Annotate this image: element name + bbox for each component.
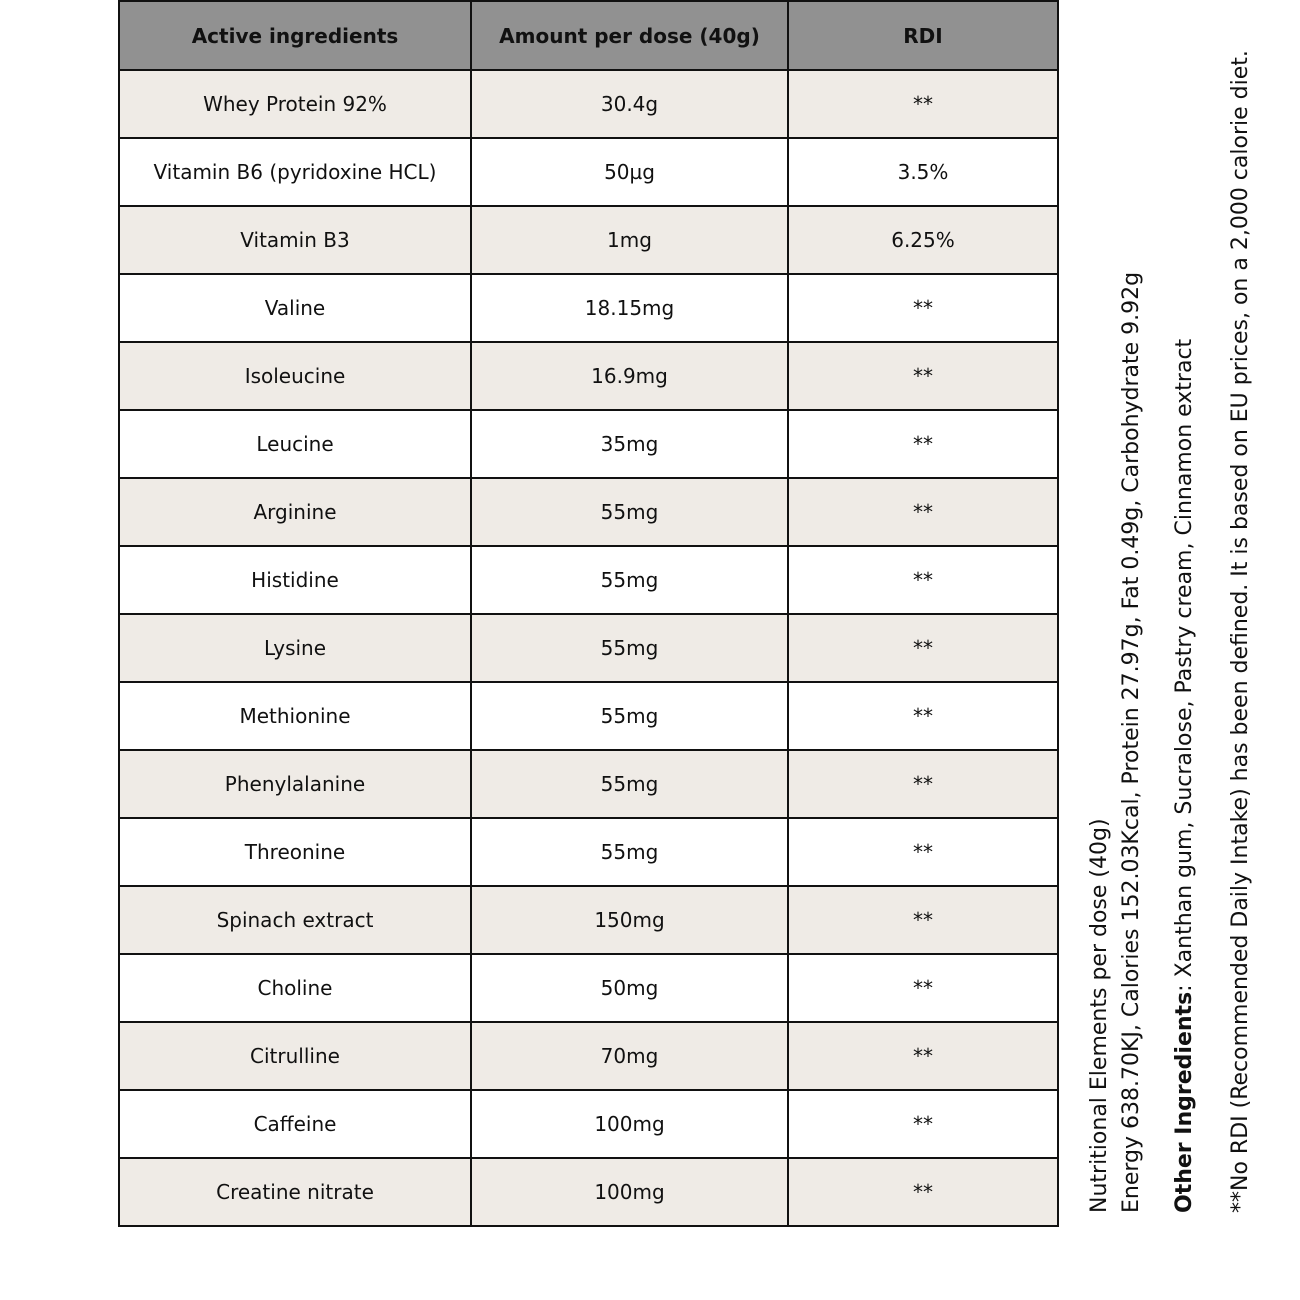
ingredient-name: Choline bbox=[119, 954, 471, 1022]
amount-per-dose: 35mg bbox=[471, 410, 788, 478]
amount-per-dose: 55mg bbox=[471, 818, 788, 886]
rdi-value: ** bbox=[788, 750, 1058, 818]
table-row bbox=[119, 138, 1058, 206]
rdi-value: ** bbox=[788, 682, 1058, 750]
ingredient-name: Creatine nitrate bbox=[119, 1158, 471, 1226]
rdi-value: ** bbox=[788, 954, 1058, 1022]
table-body bbox=[119, 70, 1058, 1226]
table-row bbox=[119, 818, 1058, 886]
amount-per-dose: 50mg bbox=[471, 954, 788, 1022]
other-ingredients bbox=[1172, 339, 1198, 1213]
amount-per-dose: 55mg bbox=[471, 546, 788, 614]
ingredient-name: Isoleucine bbox=[119, 342, 471, 410]
table-row bbox=[119, 342, 1058, 410]
amount-per-dose: 100mg bbox=[471, 1090, 788, 1158]
header-row bbox=[119, 1, 1058, 70]
ingredient-name: Vitamin B3 bbox=[119, 206, 471, 274]
ingredient-name: Lysine bbox=[119, 614, 471, 682]
table-row bbox=[119, 206, 1058, 274]
rdi-value: ** bbox=[788, 886, 1058, 954]
ingredient-name: Histidine bbox=[119, 546, 471, 614]
rdi-value: 6.25% bbox=[788, 206, 1058, 274]
amount-per-dose: 50µg bbox=[471, 138, 788, 206]
rdi-footnote: **No RDI (Recommended Daily Intake) has been defined. It is based on EU prices, on a 2,000 calorie diet. bbox=[1228, 50, 1253, 1213]
amount-per-dose: 18.15mg bbox=[471, 274, 788, 342]
table-row bbox=[119, 750, 1058, 818]
ingredient-name: Threonine bbox=[119, 818, 471, 886]
ingredient-name: Citrulline bbox=[119, 1022, 471, 1090]
nutritional-heading: Nutritional Elements per dose (40g) bbox=[1087, 818, 1112, 1213]
amount-per-dose: 100mg bbox=[471, 1158, 788, 1226]
nutritional-values: Energy 638.70KJ, Calories 152.03Kcal, Protein 27.97g, Fat 0.49g, Carbohydrate 9.92g bbox=[1119, 271, 1144, 1213]
other-ingredients-label: Other Ingredients bbox=[1172, 991, 1197, 1213]
amount-per-dose: 55mg bbox=[471, 682, 788, 750]
amount-per-dose: 55mg bbox=[471, 478, 788, 546]
header-amount-per-dose: Amount per dose (40g) bbox=[471, 1, 788, 70]
amount-per-dose: 70mg bbox=[471, 1022, 788, 1090]
other-ingredients-list: : Xanthan gum, Sucralose, Pastry cream, Cinnamon extract bbox=[1172, 338, 1197, 992]
ingredient-name: Leucine bbox=[119, 410, 471, 478]
table-row bbox=[119, 886, 1058, 954]
amount-per-dose: 30.4g bbox=[471, 70, 788, 138]
ingredient-name: Phenylalanine bbox=[119, 750, 471, 818]
table-header bbox=[119, 1, 1058, 70]
table-row bbox=[119, 410, 1058, 478]
ingredient-name: Valine bbox=[119, 274, 471, 342]
ingredient-name: Caffeine bbox=[119, 1090, 471, 1158]
rdi-value: ** bbox=[788, 1090, 1058, 1158]
amount-per-dose: 55mg bbox=[471, 750, 788, 818]
ingredient-name: Spinach extract bbox=[119, 886, 471, 954]
ingredients-table bbox=[118, 0, 1059, 1227]
rdi-value: ** bbox=[788, 546, 1058, 614]
rdi-value: ** bbox=[788, 70, 1058, 138]
ingredient-name: Arginine bbox=[119, 478, 471, 546]
table-row bbox=[119, 546, 1058, 614]
rdi-value: ** bbox=[788, 274, 1058, 342]
table-row bbox=[119, 1090, 1058, 1158]
rdi-value: ** bbox=[788, 1158, 1058, 1226]
table-row bbox=[119, 478, 1058, 546]
rdi-value: ** bbox=[788, 410, 1058, 478]
header-active-ingredients: Active ingredients bbox=[119, 1, 471, 70]
table-row bbox=[119, 1022, 1058, 1090]
amount-per-dose: 150mg bbox=[471, 886, 788, 954]
table-row bbox=[119, 954, 1058, 1022]
rdi-value: ** bbox=[788, 614, 1058, 682]
table-row bbox=[119, 1158, 1058, 1226]
rdi-value: 3.5% bbox=[788, 138, 1058, 206]
ingredient-name: Methionine bbox=[119, 682, 471, 750]
table-row bbox=[119, 682, 1058, 750]
amount-per-dose: 1mg bbox=[471, 206, 788, 274]
table-row bbox=[119, 274, 1058, 342]
rdi-value: ** bbox=[788, 1022, 1058, 1090]
rdi-value: ** bbox=[788, 818, 1058, 886]
header-rdi: RDI bbox=[788, 1, 1058, 70]
rdi-value: ** bbox=[788, 342, 1058, 410]
ingredient-name: Vitamin B6 (pyridoxine HCL) bbox=[119, 138, 471, 206]
rdi-value: ** bbox=[788, 478, 1058, 546]
ingredient-name: Whey Protein 92% bbox=[119, 70, 471, 138]
amount-per-dose: 16.9mg bbox=[471, 342, 788, 410]
amount-per-dose: 55mg bbox=[471, 614, 788, 682]
table-row bbox=[119, 614, 1058, 682]
table-row bbox=[119, 70, 1058, 138]
